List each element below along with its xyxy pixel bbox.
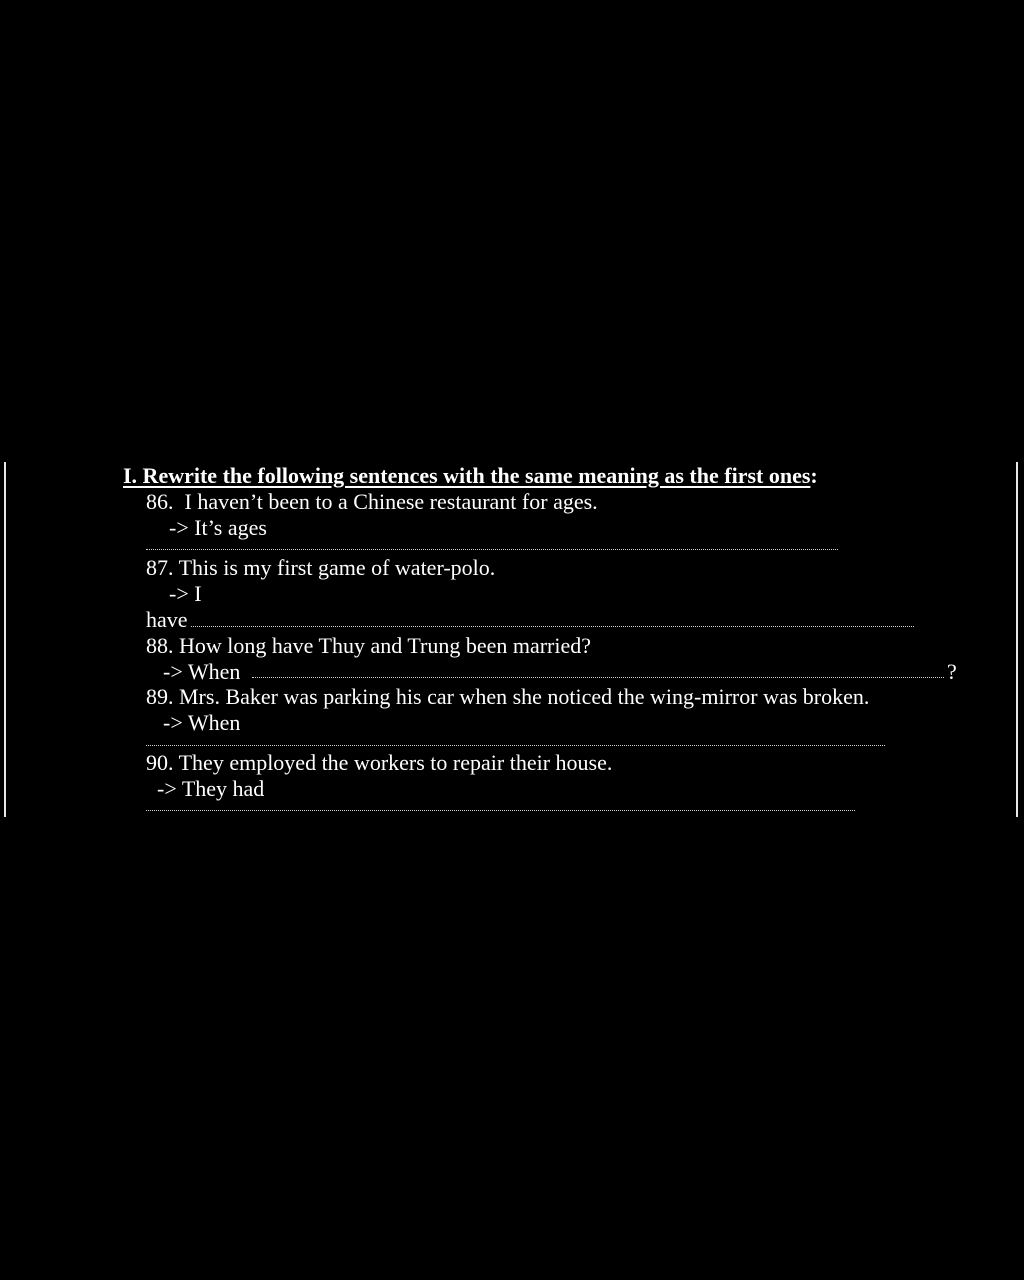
question-sentence: This is my first game of water-polo. [178, 555, 496, 580]
answer-line-87[interactable] [191, 626, 914, 627]
right-border-line [1016, 462, 1018, 817]
question-88 [146, 633, 591, 659]
question-number: 86. [146, 489, 174, 514]
question-number: 90. [146, 750, 174, 775]
answer-prompt-86: -> It’s ages [169, 515, 267, 540]
answer-line-89[interactable] [146, 745, 885, 746]
question-87 [146, 555, 495, 581]
exercise-heading [123, 463, 818, 489]
answer-line-88[interactable] [252, 677, 944, 678]
question-89 [146, 684, 869, 710]
answer-prompt-90: -> They had [157, 776, 265, 801]
question-86 [146, 489, 598, 515]
question-sentence: I haven’t been to a Chinese restaurant for ages. [184, 489, 598, 514]
question-number: 89. [146, 684, 174, 709]
question-sentence: How long have Thuy and Trung been married? [179, 633, 592, 658]
heading-title: I. Rewrite the following sentences with the same meaning as the first ones [123, 463, 811, 488]
answer-line-90[interactable] [146, 810, 855, 811]
heading-colon: : [810, 463, 818, 488]
question-sentence: They employed the workers to repair their house. [178, 750, 613, 775]
answer-line-86[interactable] [146, 549, 838, 550]
question-number: 87. [146, 555, 174, 580]
question-90 [146, 750, 612, 776]
answer-prompt-87: -> I [169, 581, 202, 606]
answer-continuation-87: have [146, 607, 188, 632]
question-mark-88: ? [947, 659, 957, 684]
question-sentence: Mrs. Baker was parking his car when she noticed the wing-mirror was broken. [179, 684, 870, 709]
answer-prompt-89: -> When [163, 710, 241, 735]
left-border-line [4, 462, 6, 817]
answer-prompt-88: -> When [163, 659, 241, 684]
question-number: 88. [146, 633, 174, 658]
